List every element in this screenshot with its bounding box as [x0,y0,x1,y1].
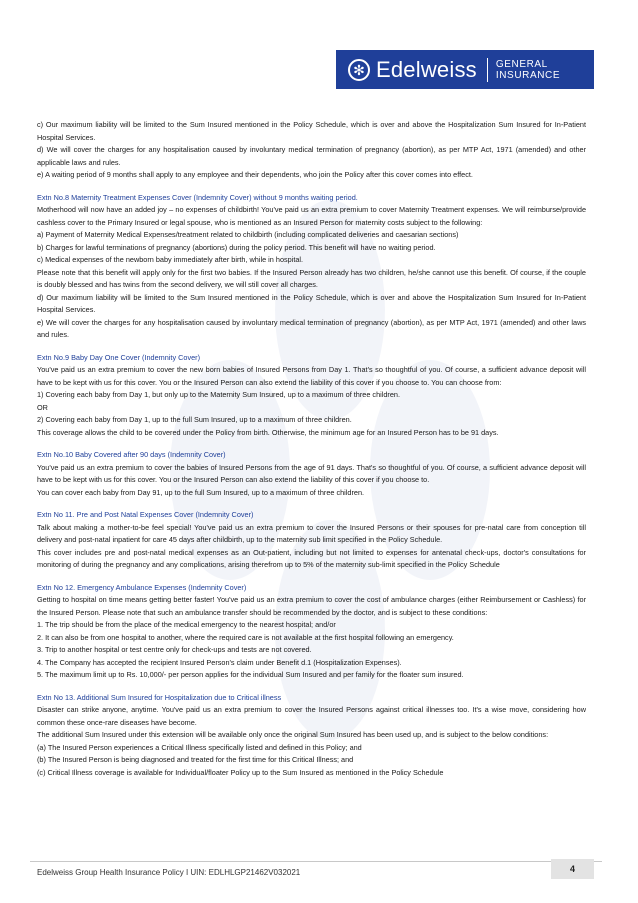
paragraph: Please note that this benefit will apply only for the first two babies. If the Insured Person already has two children, he/she cannot use this benefit. Of course, if the couple is doubly blessed and has twins from the second delivery, we will still cover all charges. [37,267,586,289]
policy-text [37,119,586,779]
paragraph: Getting to hospital on time means getting better faster! You've paid us an extra premium to cover the cost of ambulance charges (either Reimbursement or Cashless) for the Insured Person. Please note that such an ambulance transfer should be recommended by the doctor, and is subject to these conditions: [37,595,586,617]
paragraph: (c) Critical Illness coverage is available for Individual/floater Policy up to the Sum Insured as mentioned in the Policy Schedule [37,767,444,777]
section-heading: Extn No.10 Baby Covered after 90 days (Indemnity Cover) [37,450,226,459]
paragraph: This cover includes pre and post-natal medical expenses as an Out-patient, including but not limited to expenses for antenatal check-ups, doctor's consultations for monitoring of during the pregnancy and any complications, arising therefrom up to 5% of the maternity sub-limit specified in the Policy Schedule [37,547,586,569]
paragraph: This coverage allows the child to be covered under the Policy from birth. Otherwise, the minimum age for an Insured Person has to be 91 days. [37,427,499,437]
section-heading: Extn No.8 Maternity Treatment Expenses Cover (Indemnity Cover) without 9 months waiting period. [37,192,358,202]
paragraph: e) We will cover the charges for any hospitalisation caused by involuntary medical termination of pregnancy (abortion), as per MTP Act, 1971 (amended) and other laws and rules. [37,317,586,339]
logo-brand: Edelweiss [376,56,477,82]
logo-sub-line1: GENERAL [495,58,548,70]
section-gap [37,499,586,509]
paragraph: 3. Trip to another hospital or test centre only for check-ups and tests are not covered. [37,645,312,654]
paragraph: c) Medical expenses of the newborn baby immediately after birth, while in hospital. [37,255,304,264]
section-gap [37,572,586,582]
logo-subtitle [496,59,560,81]
paragraph: (b) The Insured Person is being diagnosed and treated for the first time for this Critical Illness; and [37,755,354,764]
paragraph: Disaster can strike anyone, anytime. You've paid us an extra premium to cover the Insured Persons against critical illnesses too. It's a wise move, considering how common these once-rare diseases have become. [37,705,586,727]
section-heading: Extn No 12. Emergency Ambulance Expenses (Indemnity Cover) [37,582,247,592]
footer-divider [30,861,602,862]
paragraph: Talk about making a mother-to-be feel special! You've paid us an extra premium to cover the Insured Persons or their spouses for pre-natal care from conception till delivery and post-natal inpatient for care 45 days after childbirth, up to the maternity sub limit specified in the Policy Schedule. [37,522,586,544]
edelweiss-logo [336,50,594,89]
paragraph: Motherhood will now have an added joy – no expenses of childbirth! You've paid us an extra premium to cover Maternity Treatment expenses. We will reimburse/provide cashless cover to the Primary Insured or legal spouse, who is mentioned as an Insured Person for maternity costs subject to the following: [37,205,586,227]
section-gap [37,682,586,692]
paragraph: e) A waiting period of 9 months shall apply to any employee and their dependents, who join the Policy after this cover comes into effect. [37,170,473,179]
paragraph: b) Charges for lawful terminations of pregnancy (abortions) during the policy period. This benefit will have no waiting period. [37,242,436,252]
section-gap [37,439,586,449]
paragraph: 1. The trip should be from the place of the medical emergency to the nearest hospital; and/or [37,620,336,629]
paragraph: 4. The Company has accepted the recipient Insured Person's claim under Benefit d.1 (Hospitalization Expenses). [37,657,402,667]
paragraph: 5. The maximum limit up to Rs. 10,000/- per person applies for the individual Sum Insured and per family for the floater sum insured. [37,670,464,679]
paragraph: OR [37,402,48,412]
section-heading: Extn No 13. Additional Sum Insured for Hospitalization due to Critical illness [37,692,282,702]
paragraph: 1) Covering each baby from Day 1, but only up to the Maternity Sum Insured, up to a maximum of three children. [37,390,400,399]
section-gap [37,182,586,192]
section-heading: Extn No.9 Baby Day One Cover (Indemnity Cover) [37,352,201,362]
page-number: 4 [551,859,594,879]
paragraph: (a) The Insured Person experiences a Critical Illness specifically listed and defined in this Policy; and [37,742,362,752]
logo-divider [487,58,488,82]
paragraph: 2. It can also be from one hospital to another, where the required care is not available at the first hospital following an emergency. [37,632,454,642]
logo-sub-line2: INSURANCE [495,69,561,81]
paragraph: d) Our maximum liability will be limited to the Sum Insured mentioned in the Policy Schedule, which is over and above the Hospitalization Sum Insured for In-Patient Hospital Services. [37,292,586,314]
section-gap [37,342,586,352]
paragraph: a) Payment of Maternity Medical Expenses/treatment related to childbirth (including complicated deliveries and caesarian sections) [37,230,459,239]
section-heading: Extn No 11. Pre and Post Natal Expenses Cover (Indemnity Cover) [37,510,254,519]
paragraph: You've paid us an extra premium to cover the babies of Insured Persons from the age of 91 days. That's so thoughtful of you. Of course, a sufficient advance deposit will have to be kept with us for this cover. You or the Insured Person can also extend the liability of this cover if you choose to. [37,462,586,484]
paragraph: You've paid us an extra premium to cover the new born babies of Insured Persons from Day 1. That's so thoughtful of you. Of course, a sufficient advance deposit will have to be kept with us for this cover. You or the Insured Person can also extend the liability of this cover if you choose to. You can choose from: [37,365,586,387]
footer-text: Edelweiss Group Health Insurance Policy I UIN: EDLHLGP21462V032021 [37,868,301,877]
paragraph: c) Our maximum liability will be limited to the Sum Insured mentioned in the Policy Schedule, which is over and above the Hospitalization Sum Insured for In-Patient Hospital Services. [37,120,586,142]
paragraph: d) We will cover the charges for any hospitalisation caused by involuntary medical termination of pregnancy (abortion), as per MTP Act, 1971 (amended) and other applicable laws and rules. [37,145,586,167]
paragraph: You can cover each baby from Day 91, up to the full Sum Insured, up to a maximum of three children. [37,487,365,497]
paragraph: 2) Covering each baby from Day 1, up to the full Sum Insured, up to a maximum of three children. [37,415,352,424]
paragraph: The additional Sum Insured under this extension will be available only once the original Sum Insured has been used up, and is subject to the below conditions: [37,730,549,739]
edelweiss-flower-icon: ✻ [348,59,370,81]
